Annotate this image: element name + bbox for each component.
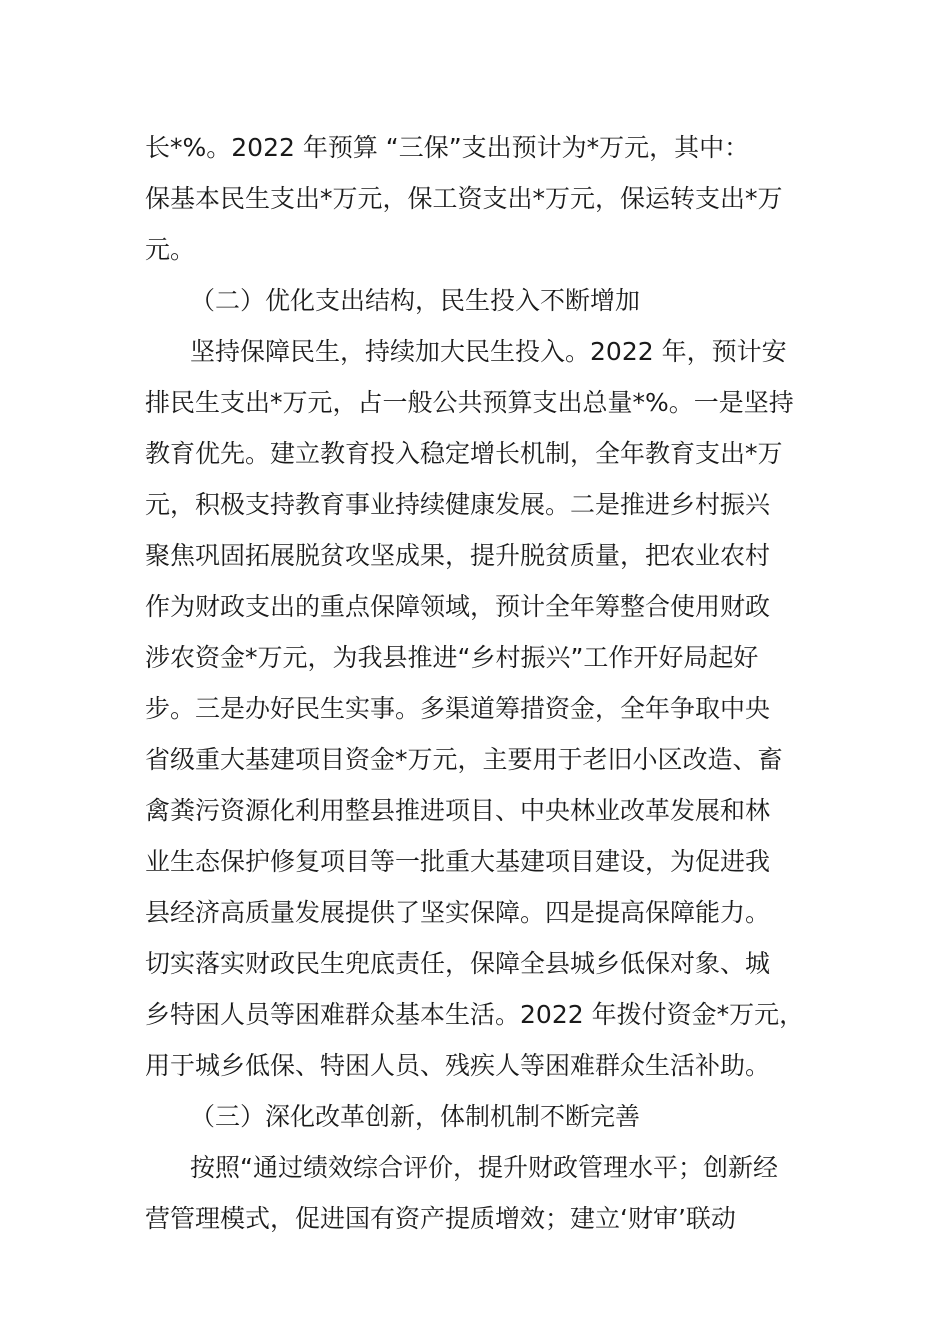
text-line: 作为财政支出的重点保障领域，预计全年筹整合使用财政	[145, 592, 771, 621]
text-line: 乡特困人员等困难群众基本生活。2022 年拨付资金*万元，	[145, 1000, 805, 1029]
text-line: 用于城乡低保、特困人员、残疾人等困难群众生活补助。	[145, 1051, 771, 1080]
section-heading: （二）优化支出结构，民生投入不断增加	[190, 286, 641, 315]
text-line: 元。	[145, 235, 196, 264]
text-line: 排民生支出*万元，占一般公共预算支出总量*%。一是坚持	[145, 388, 794, 417]
section-heading: （三）深化改革创新，体制机制不断完善	[190, 1102, 641, 1131]
text-line: 聚焦巩固拓展脱贫攻坚成果，提升脱贫质量，把农业农村	[145, 541, 771, 570]
text-line: 长*%。2022 年预算 “三保”支出预计为*万元，其中：	[145, 133, 750, 162]
text-line: 县经济高质量发展提供了坚实保障。四是提高保障能力。	[145, 898, 771, 927]
paragraph-first-line: 坚持保障民生，持续加大民生投入。2022 年，预计安	[190, 337, 787, 366]
text-line: 切实落实财政民生兜底责任，保障全县城乡低保对象、城	[145, 949, 771, 978]
text-line: 营管理模式，促进国有资产提质增效；建立‘财审’联动	[145, 1204, 736, 1233]
text-line: 元，积极支持教育事业持续健康发展。二是推进乡村振兴	[145, 490, 771, 519]
text-line: 教育优先。建立教育投入稳定增长机制，全年教育支出*万	[145, 439, 783, 468]
text-line: 省级重大基建项目资金*万元，主要用于老旧小区改造、畜	[145, 745, 783, 774]
text-line: 涉农资金*万元，为我县推进“乡村振兴”工作开好局起好	[145, 643, 759, 672]
text-line: 保基本民生支出*万元，保工资支出*万元，保运转支出*万	[145, 184, 783, 213]
text-line: 业生态保护修复项目等一批重大基建项目建设，为促进我	[145, 847, 771, 876]
paragraph-first-line: 按照“通过绩效综合评价，提升财政管理水平；创新经	[190, 1153, 778, 1182]
text-line: 禽粪污资源化利用整县推进项目、中央林业改革发展和林	[145, 796, 771, 825]
text-line: 步。三是办好民生实事。多渠道筹措资金，全年争取中央	[145, 694, 771, 723]
